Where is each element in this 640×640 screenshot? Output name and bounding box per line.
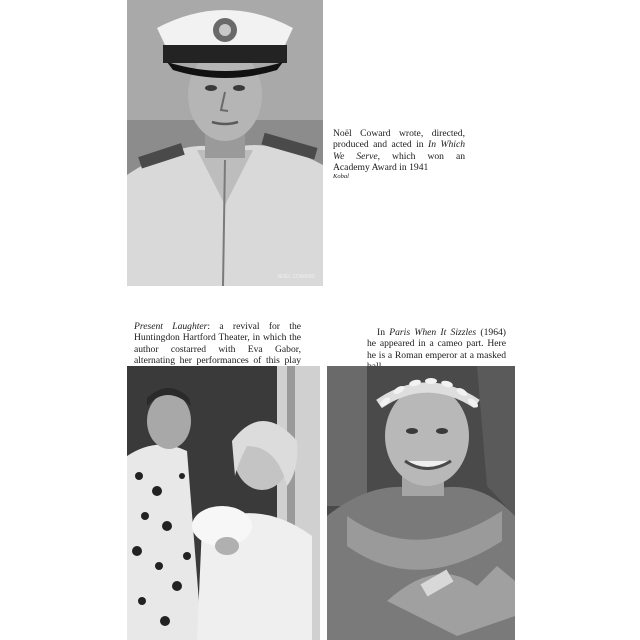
roman-emperor-illustration: [327, 366, 515, 640]
film-title: In Which We Serve: [333, 139, 465, 162]
photo-credit: Kobal: [333, 173, 349, 181]
film-title: Paris When It Sizzles: [389, 327, 477, 338]
caption-text: (1964) he appeared in a cameo part. Here he is a Roman emperor at a masked: [367, 327, 507, 361]
caption-text: , which won an Academy Award in 1941: [333, 150, 465, 173]
play-title: Present Laughter: [134, 321, 208, 332]
stage-scene-illustration: [127, 366, 320, 640]
caption-in-which-we-serve: [333, 128, 465, 180]
caption-text: : a revival for the Huntingdon Hartford Theater, in which the author costarred with Eva Gabor, alternating her performances of this play: [134, 321, 302, 366]
caption-text: In: [377, 327, 390, 338]
photo-naval-officer-portrait: [127, 0, 323, 286]
photo-stage-scene-couple: [127, 366, 320, 640]
portrait-illustration: [127, 0, 323, 286]
photo-roman-emperor: [327, 366, 515, 640]
caption-text: Noël Coward wrote, directed, produced and acted in: [333, 128, 465, 151]
portrait-signature: NOËL COWARD: [277, 274, 315, 280]
